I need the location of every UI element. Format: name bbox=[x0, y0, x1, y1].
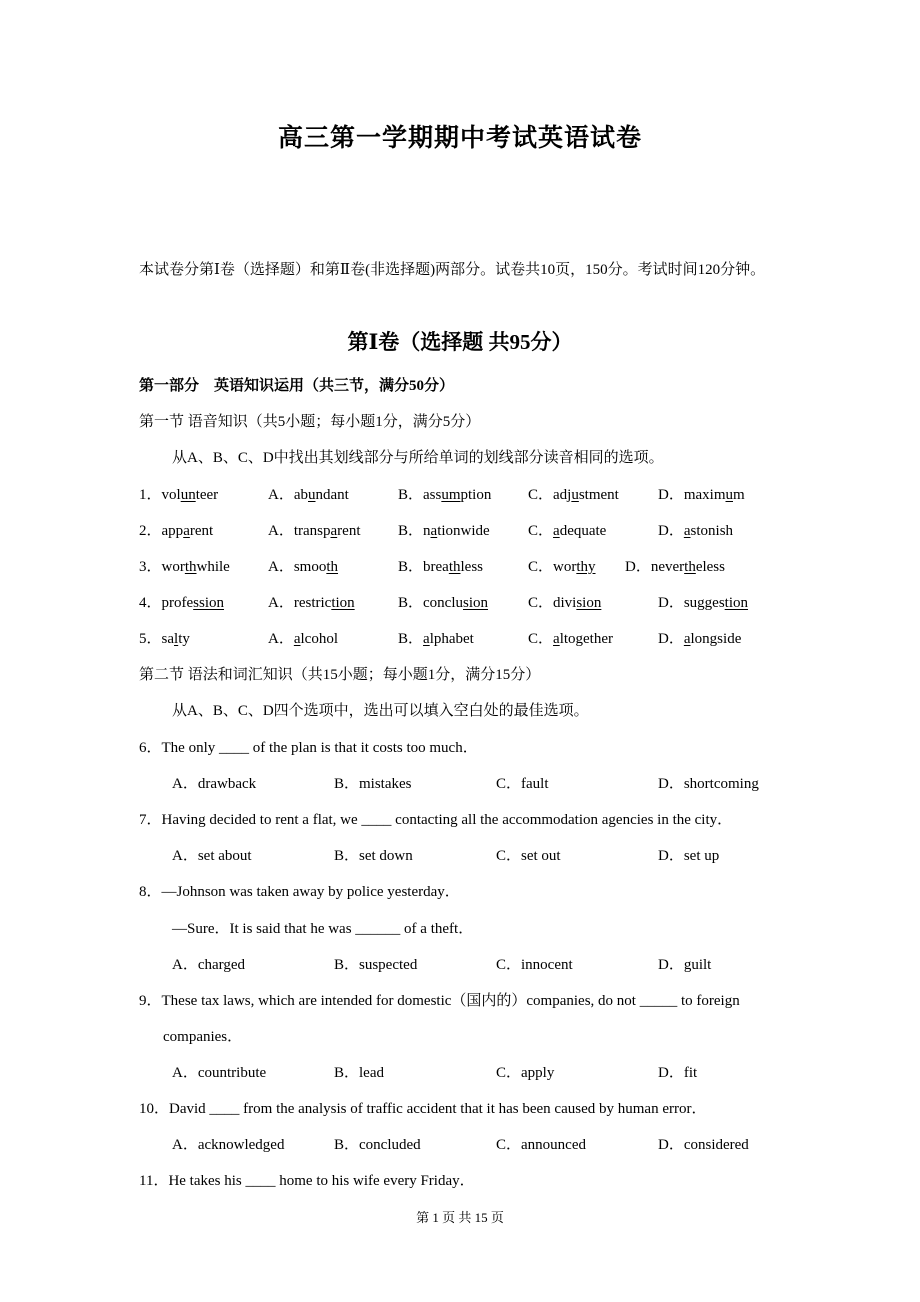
option-word: B．alphabet bbox=[398, 631, 474, 647]
phonetics-option bbox=[398, 483, 491, 504]
phonetics-item bbox=[139, 591, 224, 612]
question-stem-continued: companies． bbox=[163, 1029, 243, 1045]
option-c: C．innocent bbox=[496, 957, 573, 973]
page-footer: 第 1 页 共 15 页 bbox=[416, 1210, 504, 1225]
phonetics-option bbox=[268, 555, 338, 576]
underlined-sound: um bbox=[441, 487, 461, 503]
underlined-sound: a bbox=[293, 631, 301, 647]
option-c: C．set out bbox=[496, 848, 561, 864]
question-stem: 6．The only ____ of the plan is that it costs too much． bbox=[139, 740, 478, 756]
underlined-sound: ssion bbox=[193, 595, 225, 611]
underlined-sound: th bbox=[684, 559, 696, 575]
phonetics-option bbox=[528, 555, 596, 576]
underlined-sound: thy bbox=[576, 559, 596, 575]
option-word: D．suggestion bbox=[658, 595, 749, 611]
item-number: 5． bbox=[139, 631, 162, 647]
phonetics-option bbox=[268, 483, 349, 504]
section2-instruction: 从A、B、C、D四个选项中，选出可以填入空白处的最佳选项。 bbox=[172, 703, 589, 719]
option-c: C．announced bbox=[496, 1137, 586, 1153]
underlined-sound: th bbox=[326, 559, 339, 575]
phonetics-option bbox=[398, 627, 474, 648]
exam-intro: 本试卷分第Ⅰ卷（选择题）和第Ⅱ卷(非选择题)两部分。试卷共10页，150分。考试时间120分钟。 bbox=[139, 262, 766, 278]
option-word: D．maximum bbox=[658, 487, 745, 503]
underlined-sound: a bbox=[430, 523, 438, 539]
option-a: A．set about bbox=[172, 848, 252, 864]
phonetics-option bbox=[658, 591, 748, 612]
option-word: B．conclusion bbox=[398, 595, 489, 611]
phonetics-option bbox=[268, 591, 355, 612]
question-stem: 11．He takes his ____ home to his wife every Friday． bbox=[139, 1173, 475, 1189]
question-stem: 8．—Johnson was taken away by police yesterday． bbox=[139, 884, 460, 900]
phonetics-option bbox=[398, 519, 490, 540]
item-number: 1． bbox=[139, 487, 162, 503]
underlined-sound: tion bbox=[331, 595, 355, 611]
option-word: D．nevertheless bbox=[625, 559, 725, 575]
option-b: B．set down bbox=[334, 848, 413, 864]
option-word: A．smooth bbox=[268, 559, 339, 575]
option-a: A．charged bbox=[172, 957, 246, 973]
underlined-sound: a bbox=[423, 631, 430, 647]
phonetics-option bbox=[268, 627, 338, 648]
phonetics-option bbox=[528, 519, 606, 540]
phonetics-option bbox=[398, 555, 483, 576]
option-b: B．mistakes bbox=[334, 776, 412, 792]
phonetics-item bbox=[139, 483, 218, 504]
option-b: B．lead bbox=[334, 1065, 384, 1081]
option-d: D．fit bbox=[658, 1065, 698, 1081]
volume-heading: 第Ⅰ卷（选择题 共95分） bbox=[347, 330, 573, 354]
item-number: 2． bbox=[139, 523, 162, 539]
part-heading: 第一部分 英语知识运用（共三节，满分50分） bbox=[139, 378, 455, 394]
phonetics-option bbox=[658, 519, 733, 540]
option-word: A．transparent bbox=[268, 523, 361, 539]
phonetics-option bbox=[398, 591, 488, 612]
option-d: D．set up bbox=[658, 848, 720, 864]
given-word: volunteer bbox=[161, 487, 219, 503]
option-word: C．adequate bbox=[528, 523, 607, 539]
underlined-sound: sion bbox=[576, 595, 602, 611]
option-word: C．adjustment bbox=[528, 487, 619, 503]
question-stem: 10．David ____ from the analysis of traffic accident that it has been caused by human error． bbox=[139, 1101, 707, 1117]
option-d: D．considered bbox=[658, 1137, 749, 1153]
option-a: A．drawback bbox=[172, 776, 257, 792]
phonetics-option bbox=[528, 627, 613, 648]
underlined-sound: sion bbox=[463, 595, 489, 611]
question-stem: 7．Having decided to rent a flat, we ____ contacting all the accommodation agencies in the city． bbox=[139, 812, 733, 828]
option-word: A．restriction bbox=[268, 595, 355, 611]
underlined-sound: tion bbox=[724, 595, 749, 611]
option-word: C．worthy bbox=[528, 559, 596, 575]
section2-heading: 第二节 语法和词汇知识（共15小题；每小题1分，满分15分） bbox=[139, 667, 541, 683]
option-b: B．suspected bbox=[334, 957, 418, 973]
option-a: A．acknowledged bbox=[172, 1137, 285, 1153]
underlined-sound: u bbox=[308, 487, 316, 503]
option-word: C．division bbox=[528, 595, 602, 611]
option-word: D．astonish bbox=[658, 523, 734, 539]
phonetics-item bbox=[139, 627, 190, 648]
option-word: B．breathless bbox=[398, 559, 483, 575]
underlined-sound: a bbox=[683, 523, 691, 539]
underlined-sound: a bbox=[183, 523, 190, 539]
underlined-sound: u bbox=[725, 487, 733, 503]
section1-instruction: 从A、B、C、D中找出其划线部分与所给单词的划线部分读音相同的选项。 bbox=[172, 450, 664, 466]
option-word: C．altogether bbox=[528, 631, 614, 647]
underlined-sound: th bbox=[184, 559, 197, 575]
phonetics-option bbox=[268, 519, 361, 540]
underlined-sound: a bbox=[330, 523, 338, 539]
underlined-sound: a bbox=[553, 523, 560, 539]
option-d: D．shortcoming bbox=[658, 776, 759, 792]
item-number: 4． bbox=[139, 595, 162, 611]
phonetics-option bbox=[625, 555, 725, 576]
phonetics-item bbox=[139, 555, 230, 576]
option-word: B．assumption bbox=[398, 487, 492, 503]
given-word: apparent bbox=[161, 523, 214, 539]
underlined-sound: a bbox=[553, 631, 560, 647]
option-c: C．fault bbox=[496, 776, 549, 792]
given-word: worthwhile bbox=[161, 559, 230, 575]
exam-title: 高三第一学期期中考试英语试卷 bbox=[277, 125, 642, 152]
underlined-sound: un bbox=[180, 487, 196, 503]
phonetics-option bbox=[658, 483, 745, 504]
option-b: B．concluded bbox=[334, 1137, 421, 1153]
phonetics-option bbox=[658, 627, 741, 648]
phonetics-option bbox=[528, 483, 619, 504]
phonetics-item bbox=[139, 519, 213, 540]
underlined-sound: a bbox=[683, 631, 691, 647]
given-word: salty bbox=[161, 631, 190, 647]
option-word: A．abundant bbox=[268, 487, 349, 503]
given-word: profession bbox=[161, 595, 225, 611]
question-stem-continued: —Sure．It is said that he was ______ of a theft． bbox=[172, 921, 474, 937]
option-c: C．apply bbox=[496, 1065, 555, 1081]
option-a: A．countribute bbox=[172, 1065, 267, 1081]
underlined-sound: th bbox=[448, 559, 461, 575]
question-stem: 9．These tax laws, which are intended for domestic（国内的）companies, do not _____ to foreign bbox=[139, 993, 740, 1009]
item-number: 3． bbox=[139, 559, 162, 575]
section1-heading: 第一节 语音知识（共5小题；每小题1分，满分5分） bbox=[139, 414, 481, 430]
option-word: A．alcohol bbox=[268, 631, 339, 647]
option-word: D．alongside bbox=[658, 631, 742, 647]
option-word: B．nationwide bbox=[398, 523, 490, 539]
underlined-sound: u bbox=[571, 487, 579, 503]
phonetics-option bbox=[528, 591, 601, 612]
option-d: D．guilt bbox=[658, 957, 712, 973]
underlined-sound: l bbox=[174, 631, 179, 647]
